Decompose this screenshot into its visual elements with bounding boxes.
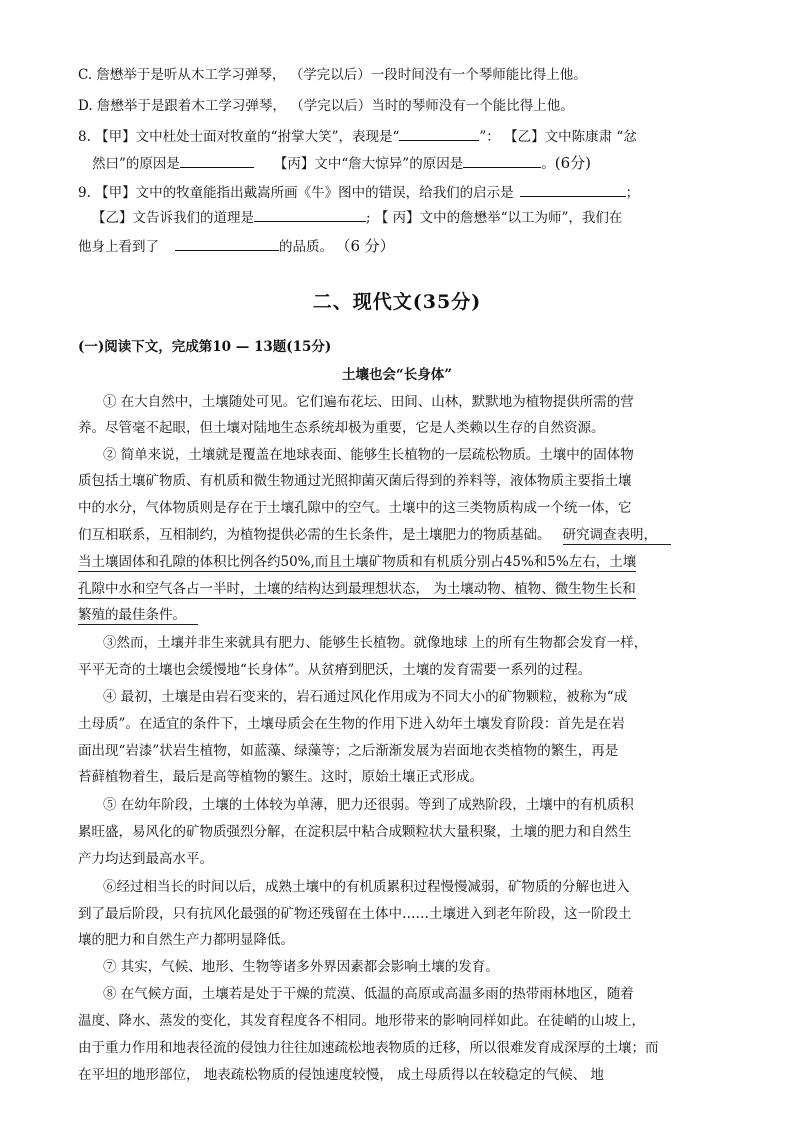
underlined-research-line-1: 当土壤固体和孔隙的体积比例各约50%,而且土壤矿物质和有机质分别占45%和5%左右，土壤 — [78, 554, 637, 570]
q9-score: （6 分） — [343, 237, 395, 255]
underlined-research-line-2: 孔隙中水和空气各占一半时，土壤的结构达到最理想状态， 为土壤动物、植物、微生物生长和 — [78, 581, 636, 597]
paragraph-8-line-3: 由于重力作用和地表径流的侵蚀力往往加速疏松地表物质的迁移，所以很难发育成深厚的土壤；而 — [78, 1040, 659, 1056]
paragraph-6-line-3: 壤的肥力和自然生产力都明显降低。 — [78, 932, 294, 948]
paragraph-1-line-2: 养。尽管毫不起眼，但土壤对陆地生态系统却极为重要，它是人类赖以生存的自然资源。 — [78, 420, 605, 436]
paragraph-4-line-4: 苔藓植物着生，最后是高等植物的繁生。这时，原始土壤正式形成。 — [78, 769, 483, 785]
paragraph-5-line-3: 产力均达到最高水平。 — [78, 851, 213, 867]
q8-score: (6分) — [554, 154, 591, 172]
paragraph-3-line-1: ③然而，土壤并非生来就具有肥力、能够生长植物。就像地球 上的所有生物都会发育一样， — [103, 635, 648, 651]
q9-blank-3[interactable] — [175, 236, 279, 251]
paragraph-4-line-2: 土母质”。在适宜的条件下，土壤母质会在生物的作用下进入幼年土壤发育阶段：首先是在岩 — [78, 716, 625, 732]
q9-text-f: 的品质。 — [279, 239, 333, 255]
section-title: 二、现代文(35分) — [312, 291, 482, 313]
paragraph-5-line-2: 累旺盛，易风化的矿物质强烈分解，在淀积层中粘合成颗粒状大量积聚，土壤的肥力和自然生 — [78, 824, 632, 840]
underlined-research-line-3: 繁殖的最佳条件。 — [78, 607, 198, 625]
q8-blank-1[interactable] — [399, 126, 479, 141]
q9-text-d: ; 【 丙】文中的詹懋举“以工为师”，我们在 — [366, 210, 623, 226]
q9-text-e: 他身上看到了 — [78, 239, 159, 255]
paragraph-8-line-2: 温度、降水、蒸发的变化，其发育程度各不相同。地形带来的影响同样如此。在徒峭的山坡上， — [78, 1013, 645, 1029]
paragraph-2-line-4 — [78, 526, 671, 544]
paragraph-4-line-1: ④ 最初，土壤是由岩石变来的，岩石通过风化作用成为不同大小的矿物颗粒，被称为“成 — [103, 689, 628, 705]
q9-text-c: 【乙】文告诉我们的道理是 — [92, 210, 254, 226]
paragraph-2-line-3: 中的水分，气体物质则是存在于土壤孔隙中的空气。土壤中的这三类物质构成一个统一体，它 — [78, 500, 632, 516]
paragraph-8-line-4: 在平坦的地形部位， 地表疏松物质的侵蚀速度较慢， 成土母质得以在较稳定的气候、 地 — [78, 1067, 604, 1083]
paragraph-2-line-7 — [78, 606, 198, 624]
option-c: C. 詹懋举于是听从木工学习弹琴， （学完以后）一段时间没有一个琴师能比得上他。 — [78, 67, 587, 83]
option-d: D. 詹懋举于是跟着木工学习弹琴， （学完以后）当时的琴师没有一个能比得上他。 — [78, 98, 574, 114]
q8-text-c: 然曰”的原因是 — [92, 156, 180, 172]
underlined-research-intro: 研究调查表明， — [563, 527, 672, 545]
q9-text-a: 9. 【甲】文中的牧童能指出戴嵩所画《牛》图中的错误，给我们的启示是 — [78, 185, 514, 201]
question-8-line-2 — [92, 153, 591, 173]
paragraph-4-line-3: 面出现“岩漆”状岩生植物，如蓝藻、绿藻等；之后渐渐发展为岩面地衣类植物的繁生，再是 — [78, 743, 619, 759]
question-9-line-3 — [78, 236, 395, 256]
q8-text-e: 。 — [541, 156, 555, 172]
question-8-line-1 — [78, 126, 637, 146]
paragraph-1-line-1: ① 在大自然中，土壤随处可见。它们遍布花坛、田间、山林，默默地为植物提供所需的营 — [103, 394, 634, 410]
question-9-line-1 — [78, 182, 639, 202]
paragraph-6-line-2: 到了最后阶段，只有抗风化最强的矿物还残留在土体中……土壤进入到老年阶段，这一阶段土 — [78, 906, 632, 922]
paragraph-3-line-2: 平平无奇的土壤也会缓慢地“长身体”。从贫瘠到肥沃，土壤的发育需要一系列的过程。 — [78, 662, 592, 678]
q8-text-a: 8. 【甲】文中杜处士面对牧童的“拊掌大笑”，表现是“ — [78, 129, 400, 145]
paragraph-2-line-6 — [78, 580, 636, 598]
q8-blank-3[interactable] — [463, 153, 541, 168]
paragraph-5-line-1: ⑤ 在幼年阶段，土壤的土体较为单薄，肥力还很弱。等到了成熟阶段，土壤中的有机质积 — [103, 797, 634, 813]
q8-text-b: ”： 【乙】文中陈康肃 “忿 — [479, 129, 637, 145]
q8-blank-2[interactable] — [180, 153, 254, 168]
paragraph-7-line-1: ⑦ 其实，气候、地形、生物等诸多外界因素都会影响土壤的发育。 — [103, 959, 499, 975]
paragraph-8-line-1: ⑧ 在气候方面，土壤若是处于干燥的荒漠、低温的高原或高温多雨的热带雨林地区，随着 — [103, 986, 634, 1002]
q9-text-b: ； — [625, 185, 640, 201]
paragraph-2-line-4-text: 们互相联系，互相制约，为植物提供必需的生长条件，是土壤肥力的物质基础。 — [78, 527, 551, 543]
q9-blank-2[interactable] — [254, 207, 366, 222]
q9-blank-1[interactable] — [520, 182, 626, 197]
section-subheading: (一)阅读下文，完成第10 — 13题(15分) — [78, 339, 332, 355]
paragraph-2-line-2: 质包括土壤矿物质、有机质和微生物通过光照抑菌灭菌后得到的养料等，液体物质主要指土壤 — [78, 473, 632, 489]
paragraph-2-line-1: ② 简单来说，土壤就是覆盖在地球表面、能够生长植物的一层疏松物质。土壤中的固体物 — [103, 447, 634, 463]
article-title: 土壤也会“长身体” — [341, 367, 453, 383]
question-9-line-2 — [92, 207, 622, 227]
paragraph-2-line-5 — [78, 553, 636, 571]
paragraph-6-line-1: ⑥经过相当长的时间以后，成熟土壤中的有机质累积过程慢慢减弱，矿物质的分解也进入 — [103, 879, 630, 895]
q8-text-d: 【丙】文中“詹大惊异”的原因是 — [273, 156, 464, 172]
